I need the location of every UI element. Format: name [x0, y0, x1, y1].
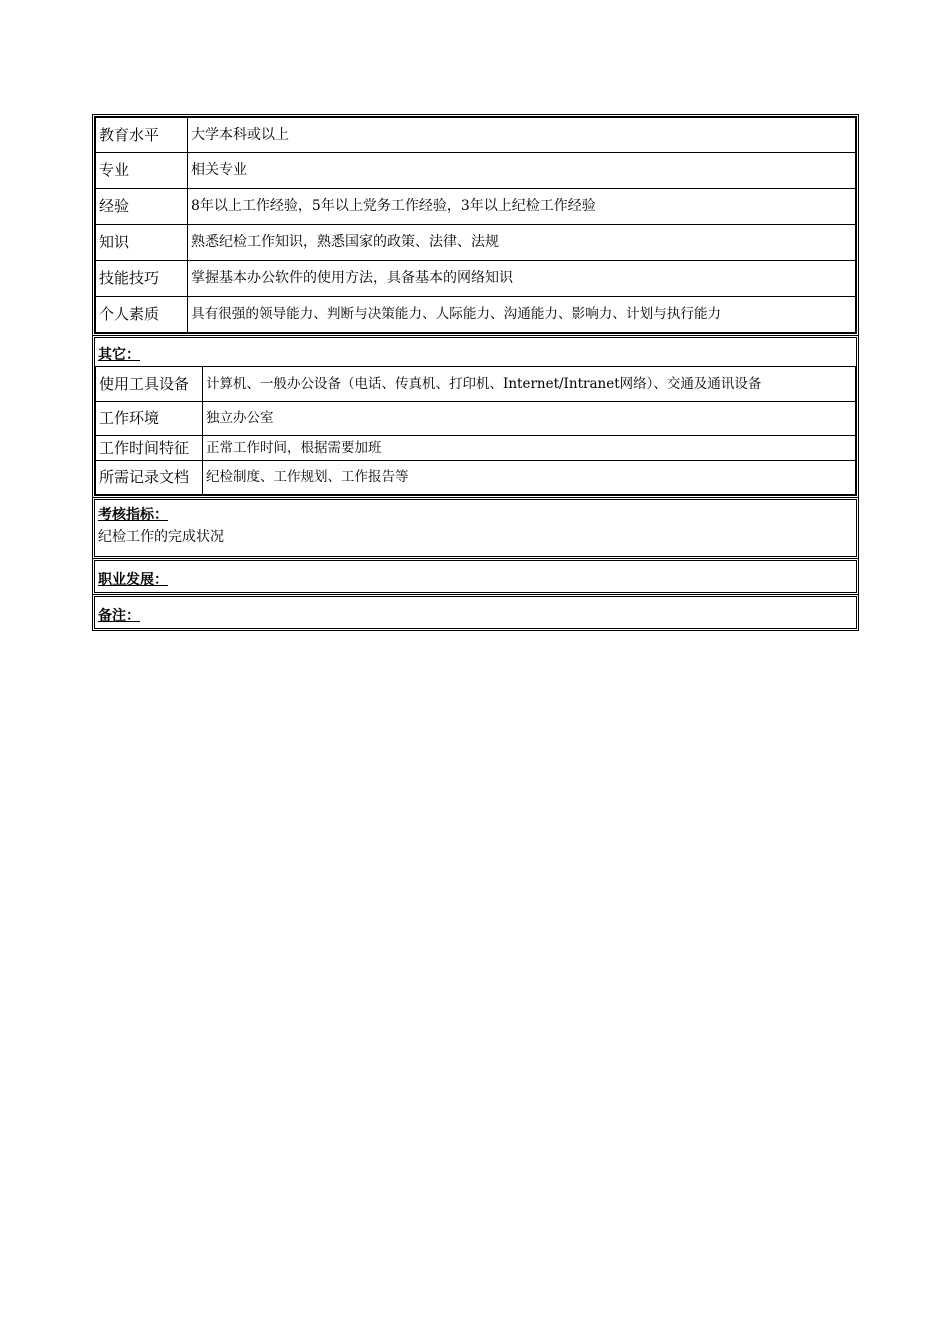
requirements-table — [95, 117, 856, 333]
major-label: 专业 — [96, 153, 188, 189]
other-section — [92, 335, 859, 498]
knowledge-label: 知识 — [96, 225, 188, 261]
work-environment-value: 独立办公室 — [203, 402, 856, 436]
personal-quality-value: 具有很强的领导能力、判断与决策能力、人际能力、沟通能力、影响力、计划与执行能力 — [188, 297, 856, 333]
personal-quality-label: 个人素质 — [96, 297, 188, 333]
work-time-value: 正常工作时间，根据需要加班 — [203, 436, 856, 461]
table-row — [96, 297, 856, 333]
table-row — [96, 225, 856, 261]
experience-label: 经验 — [96, 189, 188, 225]
education-label: 教育水平 — [96, 118, 188, 153]
knowledge-value: 熟悉纪检工作知识，熟悉国家的政策、法律、法规 — [188, 225, 856, 261]
table-row — [96, 189, 856, 225]
career-section — [92, 558, 859, 595]
tools-value: 计算机、一般办公设备（电话、传真机、打印机、Internet/Intranet网络）、交通及通讯设备 — [203, 367, 856, 402]
table-row — [96, 461, 856, 495]
major-value: 相关专业 — [188, 153, 856, 189]
other-table — [95, 366, 856, 495]
experience-value: 8年以上工作经验，5年以上党务工作经验，3年以上纪检工作经验 — [188, 189, 856, 225]
table-row — [96, 402, 856, 436]
other-title: 其它： — [98, 346, 140, 363]
work-time-label: 工作时间特征 — [96, 436, 203, 461]
notes-title: 备注： — [98, 608, 140, 624]
records-value: 纪检制度、工作规划、工作报告等 — [203, 461, 856, 495]
work-environment-label: 工作环境 — [96, 402, 203, 436]
education-value: 大学本科或以上 — [188, 118, 856, 153]
tools-label: 使用工具设备 — [96, 367, 203, 402]
table-row — [96, 436, 856, 461]
table-row — [96, 153, 856, 189]
table-row — [96, 118, 856, 153]
records-label: 所需记录文档 — [96, 461, 203, 495]
kpi-text: 纪检工作的完成状况 — [98, 529, 224, 545]
skills-label: 技能技巧 — [96, 261, 188, 297]
requirements-section — [92, 114, 859, 336]
table-row — [96, 367, 856, 402]
career-title: 职业发展： — [98, 572, 168, 588]
skills-value: 掌握基本办公软件的使用方法，具备基本的网络知识 — [188, 261, 856, 297]
table-row — [96, 261, 856, 297]
job-description-page — [92, 114, 859, 631]
kpi-title: 考核指标： — [98, 507, 168, 523]
kpi-section — [92, 497, 859, 559]
notes-section — [92, 594, 859, 631]
